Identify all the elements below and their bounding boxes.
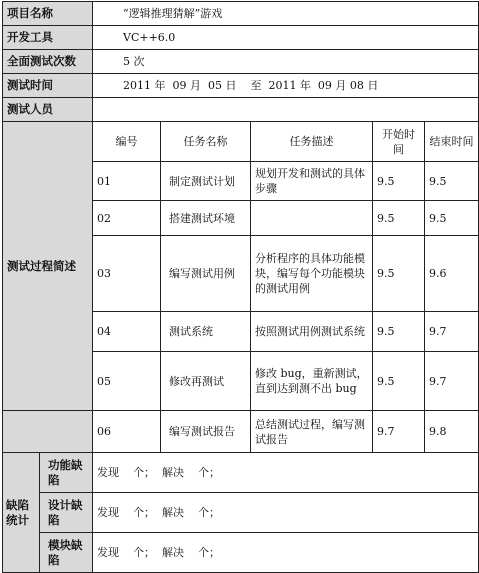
row-task-desc: 按照测试用例测试系统 bbox=[251, 312, 373, 352]
header-start-time: 开始时间 bbox=[373, 122, 425, 162]
project-value: “逻辑推理猜解”游戏 bbox=[93, 2, 479, 26]
row-task-name: 制定测试计划 bbox=[161, 162, 251, 201]
row-id: 04 bbox=[93, 312, 161, 352]
row-task-desc bbox=[251, 201, 373, 236]
defect-type-label: 设计缺陷 bbox=[40, 493, 93, 533]
table-row bbox=[3, 411, 479, 453]
process-label: 测试过程简述 bbox=[3, 122, 93, 411]
count-label: 全面测试次数 bbox=[3, 50, 93, 74]
time-value: 2011 年 09 月 05 日 至 2011 年 09 月 08 日 bbox=[93, 74, 479, 98]
defect-type-label: 功能缺陷 bbox=[40, 453, 93, 493]
header-id: 编号 bbox=[93, 122, 161, 162]
blank-label-cell bbox=[3, 411, 93, 453]
row-task-desc: 分析程序的具体功能模块，编写每个功能模块的测试用例 bbox=[251, 236, 373, 312]
row-task-desc: 规划开发和测试的具体步骤 bbox=[251, 162, 373, 201]
people-value bbox=[93, 98, 479, 122]
row-task-desc: 总结测试过程，编写测试报告 bbox=[251, 411, 373, 453]
defect-row bbox=[3, 493, 479, 533]
row-task-desc: 修改 bug，重新测试，直到达到测不出 bug bbox=[251, 352, 373, 411]
row-id: 03 bbox=[93, 236, 161, 312]
defect-value: 发现 个； 解决 个； bbox=[93, 493, 479, 533]
row-end-time: 9.8 bbox=[425, 411, 479, 453]
row-task-name: 测试系统 bbox=[161, 312, 251, 352]
row-task-name: 修改再测试 bbox=[161, 352, 251, 411]
project-label: 项目名称 bbox=[3, 2, 93, 26]
row-end-time: 9.6 bbox=[425, 236, 479, 312]
defect-row bbox=[3, 533, 479, 573]
header-task-name: 任务名称 bbox=[161, 122, 251, 162]
defect-stats-label: 缺陷统计 bbox=[3, 453, 40, 573]
row-id: 05 bbox=[93, 352, 161, 411]
defect-value: 发现 个； 解决 个； bbox=[93, 453, 479, 493]
people-label: 测试人员 bbox=[3, 98, 93, 122]
time-row bbox=[3, 74, 479, 98]
row-end-time: 9.5 bbox=[425, 201, 479, 236]
row-id: 01 bbox=[93, 162, 161, 201]
process-header-row bbox=[3, 122, 479, 162]
header-task-desc: 任务描述 bbox=[251, 122, 373, 162]
tool-label: 开发工具 bbox=[3, 26, 93, 50]
tool-row bbox=[3, 26, 479, 50]
count-row bbox=[3, 50, 479, 74]
row-start-time: 9.5 bbox=[373, 352, 425, 411]
header-end-time: 结束时间 bbox=[425, 122, 479, 162]
row-start-time: 9.5 bbox=[373, 201, 425, 236]
row-end-time: 9.5 bbox=[425, 162, 479, 201]
row-task-name: 编写测试用例 bbox=[161, 236, 251, 312]
count-value: 5 次 bbox=[93, 50, 479, 74]
tool-value: VC++6.0 bbox=[93, 26, 479, 50]
project-row bbox=[3, 2, 479, 26]
test-report-table bbox=[2, 1, 479, 573]
row-start-time: 9.5 bbox=[373, 312, 425, 352]
defect-type-label: 模块缺陷 bbox=[40, 533, 93, 573]
defect-row bbox=[3, 453, 479, 493]
row-id: 06 bbox=[93, 411, 161, 453]
row-end-time: 9.7 bbox=[425, 312, 479, 352]
row-start-time: 9.7 bbox=[373, 411, 425, 453]
defect-value: 发现 个； 解决 个； bbox=[93, 533, 479, 573]
row-start-time: 9.5 bbox=[373, 236, 425, 312]
row-end-time: 9.7 bbox=[425, 352, 479, 411]
people-row bbox=[3, 98, 479, 122]
row-id: 02 bbox=[93, 201, 161, 236]
row-start-time: 9.5 bbox=[373, 162, 425, 201]
row-task-name: 搭建测试环境 bbox=[161, 201, 251, 236]
row-task-name: 编写测试报告 bbox=[161, 411, 251, 453]
time-label: 测试时间 bbox=[3, 74, 93, 98]
